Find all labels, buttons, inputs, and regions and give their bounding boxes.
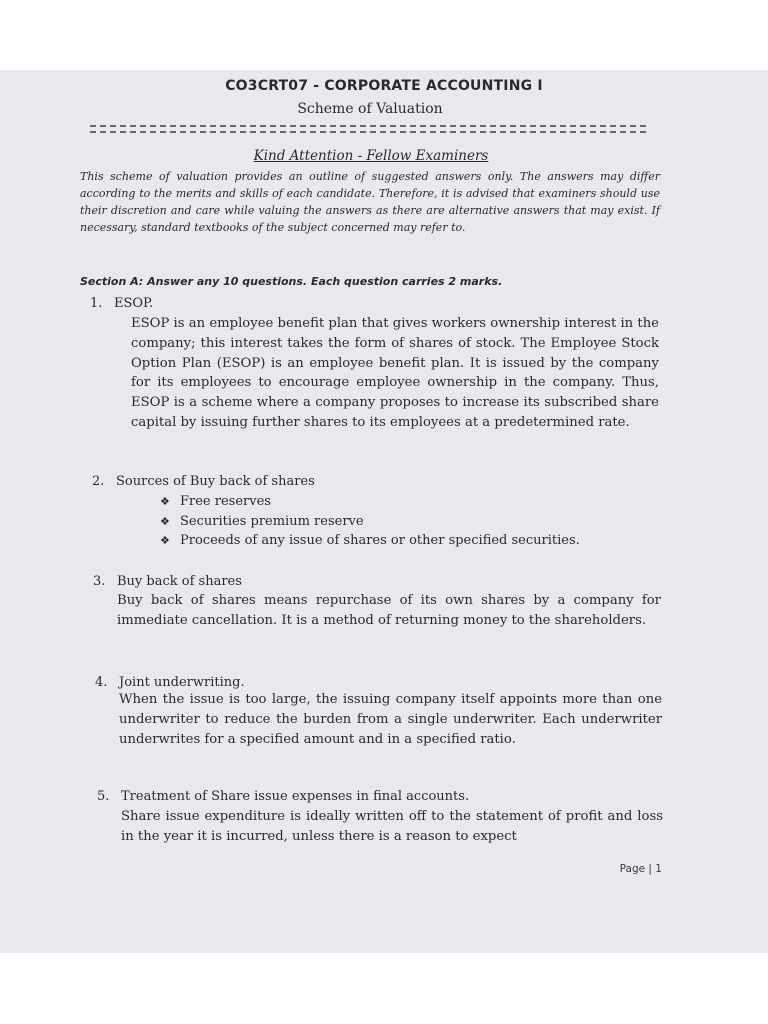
question-label: Buy back of shares [117,574,242,589]
double-dashed-divider [90,125,646,133]
question-5-answer: Share issue expenditure is ideally written off to the statement of profit and loss in the year it is incurred, unless there is a reason to expect [121,809,663,844]
question-label: Joint underwriting. [119,675,245,690]
question-1-answer: ESOP is an employee benefit plan that gives workers ownership interest in the company; this interest takes the form of shares of stock. The Employee Stock Option Plan (ESOP) is an employee benefit plan. It is issued by the company for its employees to encourage employee ownership in the company. Thus, ESOP is a scheme where a company proposes to increase its subscribed share capital by issuing further shares to its employees at a predetermined rate. [131,316,659,430]
question-label: Sources of Buy back of shares [116,474,315,489]
page-number: Page | 1 [619,863,662,875]
question-3-answer: Buy back of shares means repurchase of its own shares by a company for immediate cancellation. It is a method of returning money to the shareholders. [117,593,661,628]
question-number: 2. [92,474,105,489]
document-subtitle: Scheme of Valuation [297,101,443,117]
diamond-bullet-icon: ❖ [160,534,170,547]
list-item: ❖ Proceeds of any issue of shares or other specified securities. [160,531,580,551]
diamond-bullet-icon: ❖ [160,514,170,528]
question-4-answer: When the issue is too large, the issuing company itself appoints more than one underwriter to reduce the burden from a single underwriter. Each underwriter underwrites for a specified amount and in a specified ratio. [119,692,662,747]
list-item: ❖ Free reserves [160,492,580,512]
question-2-title [92,474,315,489]
question-label: Treatment of Share issue expenses in final accounts. [121,789,470,804]
attention-heading: Kind Attention - Fellow Examiners [253,148,489,164]
question-2-bullet-list [160,492,580,551]
question-number: 4. [95,675,108,690]
list-item: ❖ Securities premium reserve [160,512,580,532]
question-number: 5. [97,789,110,804]
attention-note: This scheme of valuation provides an outline of suggested answers only. The answers may differ according to the merits and skills of each candidate. Therefore, it is advised that examiners should use their discretion and care while valuing the answers as there are alternative answers that may exist. If necessary, standard textbooks of the subject concerned may refer to. [80,170,660,234]
question-5-title [97,789,469,804]
question-3-title [93,574,242,589]
diamond-bullet-icon: ❖ [160,495,170,508]
question-4-title [95,675,245,690]
document-title: CO3CRT07 - CORPORATE ACCOUNTING I [225,78,543,94]
section-a-heading: Section A: Answer any 10 questions. Each question carries 2 marks. [80,275,503,288]
question-number: 1. [90,296,103,311]
question-1-title [90,296,153,311]
document-page [0,70,768,953]
question-label: ESOP. [114,296,154,311]
question-number: 3. [93,574,106,589]
